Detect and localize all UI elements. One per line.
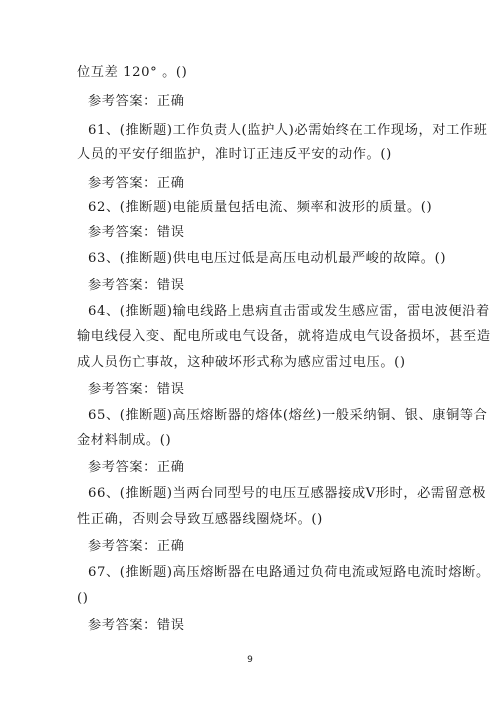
answer-line: 参考答案：正确 bbox=[88, 176, 185, 191]
question-line: 62、(推断题)电能质量包括电流、频率和波形的质量。() bbox=[88, 200, 433, 215]
text-line: 金材料制成。() bbox=[77, 433, 172, 448]
answer-line: 参考答案：错误 bbox=[88, 618, 185, 633]
question-line: 67、(推断题)高压熔断器在电路通过负荷电流或短路电流时熔断。 bbox=[88, 565, 490, 580]
question-line: 63、(推断题)供电电压过低是高压电动机最严峻的故障。() bbox=[88, 251, 447, 266]
text-line: 成人员伤亡事故，这种破坏形式称为感应雷过电压。() bbox=[77, 355, 406, 370]
answer-line: 参考答案：错误 bbox=[88, 382, 185, 397]
question-line: 65、(推断题)高压熔断器的熔体(熔丝)一般采纳铜、银、康铜等合 bbox=[88, 408, 488, 423]
text-line: () bbox=[77, 591, 89, 606]
text-line: 位互差 120° 。() bbox=[77, 65, 188, 80]
text-line: 输电线侵入变、配电所或电气设备，就将造成电气设备损坏，甚至造 bbox=[77, 329, 491, 344]
answer-line: 参考答案：正确 bbox=[88, 460, 185, 475]
answer-line: 参考答案：错误 bbox=[88, 225, 185, 240]
answer-line: 参考答案：错误 bbox=[88, 278, 185, 293]
question-line: 61、(推断题)工作负责人(监护人)必需始终在工作现场，对工作班 bbox=[88, 123, 488, 138]
answer-line: 参考答案：正确 bbox=[88, 94, 185, 109]
question-line: 64、(推断题)输电线路上患病直击雷或发生感应雷，雷电波便沿着 bbox=[88, 304, 490, 319]
page-number: 9 bbox=[247, 655, 253, 665]
question-line: 66、(推断题)当两台同型号的电压互感器接成V形时，必需留意极 bbox=[88, 486, 487, 501]
text-line: 性正确，否则会导致互感器线圈烧坏。() bbox=[77, 512, 323, 527]
text-line: 人员的平安仔细监护，准时订正违反平安的动作。() bbox=[77, 147, 392, 162]
answer-line: 参考答案：正确 bbox=[88, 539, 185, 554]
